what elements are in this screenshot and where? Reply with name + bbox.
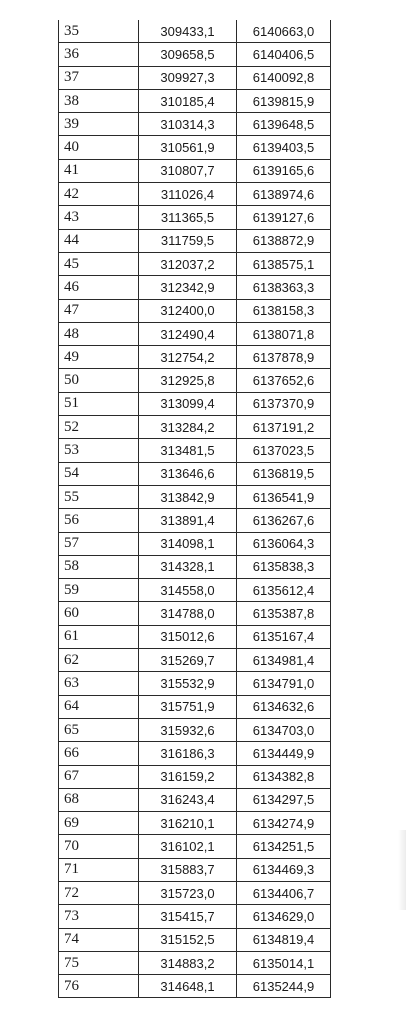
x-coordinate-cell: 312490,4 — [139, 322, 237, 345]
x-coordinate-cell: 309433,1 — [139, 20, 237, 43]
table-row — [59, 252, 331, 275]
x-coordinate-cell: 311026,4 — [139, 183, 237, 206]
y-coordinate-cell: 6138158,3 — [237, 299, 331, 322]
table-row — [59, 858, 331, 881]
y-coordinate-cell: 6136064,3 — [237, 532, 331, 555]
point-number-cell: 63 — [59, 672, 139, 695]
point-number-cell: 45 — [59, 252, 139, 275]
x-coordinate-cell: 312342,9 — [139, 276, 237, 299]
x-coordinate-cell: 315269,7 — [139, 649, 237, 672]
point-number-cell: 72 — [59, 881, 139, 904]
point-number-cell: 39 — [59, 113, 139, 136]
y-coordinate-cell: 6140406,5 — [237, 43, 331, 66]
point-number-cell: 51 — [59, 392, 139, 415]
table-row — [59, 509, 331, 532]
x-coordinate-cell: 316159,2 — [139, 765, 237, 788]
table-row — [59, 649, 331, 672]
point-number-cell: 44 — [59, 229, 139, 252]
x-coordinate-cell: 309927,3 — [139, 66, 237, 89]
x-coordinate-cell: 314098,1 — [139, 532, 237, 555]
table-row — [59, 439, 331, 462]
table-row — [59, 276, 331, 299]
point-number-cell: 46 — [59, 276, 139, 299]
table-row — [59, 788, 331, 811]
y-coordinate-cell: 6138071,8 — [237, 322, 331, 345]
y-coordinate-cell: 6140092,8 — [237, 66, 331, 89]
point-number-cell: 59 — [59, 579, 139, 602]
x-coordinate-cell: 313842,9 — [139, 485, 237, 508]
table-row — [59, 346, 331, 369]
x-coordinate-cell: 315883,7 — [139, 858, 237, 881]
y-coordinate-cell: 6134703,0 — [237, 718, 331, 741]
point-number-cell: 75 — [59, 951, 139, 974]
table-row — [59, 322, 331, 345]
x-coordinate-cell: 312925,8 — [139, 369, 237, 392]
point-number-cell: 64 — [59, 695, 139, 718]
point-number-cell: 42 — [59, 183, 139, 206]
point-number-cell: 36 — [59, 43, 139, 66]
x-coordinate-cell: 315012,6 — [139, 625, 237, 648]
x-coordinate-cell: 314648,1 — [139, 975, 237, 998]
page-edge-shadow — [398, 830, 406, 910]
table-row — [59, 183, 331, 206]
table-row — [59, 43, 331, 66]
table-row — [59, 555, 331, 578]
point-number-cell: 65 — [59, 718, 139, 741]
y-coordinate-cell: 6136267,6 — [237, 509, 331, 532]
table-row — [59, 742, 331, 765]
point-number-cell: 48 — [59, 322, 139, 345]
point-number-cell: 53 — [59, 439, 139, 462]
table-row — [59, 672, 331, 695]
y-coordinate-cell: 6135838,3 — [237, 555, 331, 578]
y-coordinate-cell: 6134449,9 — [237, 742, 331, 765]
point-number-cell: 43 — [59, 206, 139, 229]
coordinates-table — [58, 20, 331, 998]
table-row — [59, 392, 331, 415]
y-coordinate-cell: 6139403,5 — [237, 136, 331, 159]
x-coordinate-cell: 313891,4 — [139, 509, 237, 532]
x-coordinate-cell: 312037,2 — [139, 252, 237, 275]
x-coordinate-cell: 316210,1 — [139, 812, 237, 835]
table-row — [59, 835, 331, 858]
point-number-cell: 60 — [59, 602, 139, 625]
y-coordinate-cell: 6138575,1 — [237, 252, 331, 275]
y-coordinate-cell: 6137652,6 — [237, 369, 331, 392]
x-coordinate-cell: 313099,4 — [139, 392, 237, 415]
table-row — [59, 485, 331, 508]
x-coordinate-cell: 310561,9 — [139, 136, 237, 159]
y-coordinate-cell: 6140663,0 — [237, 20, 331, 43]
table-row — [59, 66, 331, 89]
table-row — [59, 881, 331, 904]
point-number-cell: 61 — [59, 625, 139, 648]
y-coordinate-cell: 6139127,6 — [237, 206, 331, 229]
table-row — [59, 579, 331, 602]
point-number-cell: 67 — [59, 765, 139, 788]
point-number-cell: 73 — [59, 905, 139, 928]
x-coordinate-cell: 315751,9 — [139, 695, 237, 718]
x-coordinate-cell: 316102,1 — [139, 835, 237, 858]
x-coordinate-cell: 316186,3 — [139, 742, 237, 765]
y-coordinate-cell: 6139165,6 — [237, 159, 331, 182]
y-coordinate-cell: 6137878,9 — [237, 346, 331, 369]
point-number-cell: 41 — [59, 159, 139, 182]
y-coordinate-cell: 6135612,4 — [237, 579, 331, 602]
table-row — [59, 905, 331, 928]
x-coordinate-cell: 313481,5 — [139, 439, 237, 462]
x-coordinate-cell: 309658,5 — [139, 43, 237, 66]
x-coordinate-cell: 314788,0 — [139, 602, 237, 625]
y-coordinate-cell: 6136819,5 — [237, 462, 331, 485]
table-row — [59, 812, 331, 835]
y-coordinate-cell: 6134297,5 — [237, 788, 331, 811]
y-coordinate-cell: 6134274,9 — [237, 812, 331, 835]
table-row — [59, 951, 331, 974]
y-coordinate-cell: 6134632,6 — [237, 695, 331, 718]
table-row — [59, 532, 331, 555]
y-coordinate-cell: 6138974,6 — [237, 183, 331, 206]
y-coordinate-cell: 6134469,3 — [237, 858, 331, 881]
x-coordinate-cell: 314558,0 — [139, 579, 237, 602]
point-number-cell: 37 — [59, 66, 139, 89]
table-row — [59, 136, 331, 159]
point-number-cell: 57 — [59, 532, 139, 555]
point-number-cell: 70 — [59, 835, 139, 858]
x-coordinate-cell: 315152,5 — [139, 928, 237, 951]
x-coordinate-cell: 312754,2 — [139, 346, 237, 369]
table-row — [59, 369, 331, 392]
point-number-cell: 47 — [59, 299, 139, 322]
table-row — [59, 20, 331, 43]
point-number-cell: 54 — [59, 462, 139, 485]
y-coordinate-cell: 6137370,9 — [237, 392, 331, 415]
table-row — [59, 89, 331, 112]
point-number-cell: 49 — [59, 346, 139, 369]
x-coordinate-cell: 313284,2 — [139, 416, 237, 439]
table-row — [59, 299, 331, 322]
coordinates-table-body — [59, 20, 331, 998]
y-coordinate-cell: 6135244,9 — [237, 975, 331, 998]
y-coordinate-cell: 6137023,5 — [237, 439, 331, 462]
y-coordinate-cell: 6137191,2 — [237, 416, 331, 439]
point-number-cell: 50 — [59, 369, 139, 392]
point-number-cell: 76 — [59, 975, 139, 998]
x-coordinate-cell: 315415,7 — [139, 905, 237, 928]
x-coordinate-cell: 312400,0 — [139, 299, 237, 322]
table-row — [59, 206, 331, 229]
x-coordinate-cell: 313646,6 — [139, 462, 237, 485]
table-row — [59, 229, 331, 252]
table-row — [59, 765, 331, 788]
x-coordinate-cell: 314328,1 — [139, 555, 237, 578]
x-coordinate-cell: 310185,4 — [139, 89, 237, 112]
y-coordinate-cell: 6138872,9 — [237, 229, 331, 252]
y-coordinate-cell: 6134819,4 — [237, 928, 331, 951]
x-coordinate-cell: 310314,3 — [139, 113, 237, 136]
point-number-cell: 56 — [59, 509, 139, 532]
point-number-cell: 66 — [59, 742, 139, 765]
point-number-cell: 35 — [59, 20, 139, 43]
point-number-cell: 55 — [59, 485, 139, 508]
y-coordinate-cell: 6135167,4 — [237, 625, 331, 648]
x-coordinate-cell: 311759,5 — [139, 229, 237, 252]
x-coordinate-cell: 311365,5 — [139, 206, 237, 229]
table-row — [59, 625, 331, 648]
y-coordinate-cell: 6134406,7 — [237, 881, 331, 904]
y-coordinate-cell: 6139815,9 — [237, 89, 331, 112]
table-row — [59, 975, 331, 998]
y-coordinate-cell: 6134629,0 — [237, 905, 331, 928]
x-coordinate-cell: 315723,0 — [139, 881, 237, 904]
point-number-cell: 71 — [59, 858, 139, 881]
x-coordinate-cell: 315532,9 — [139, 672, 237, 695]
table-row — [59, 416, 331, 439]
x-coordinate-cell: 315932,6 — [139, 718, 237, 741]
x-coordinate-cell: 314883,2 — [139, 951, 237, 974]
x-coordinate-cell: 310807,7 — [139, 159, 237, 182]
point-number-cell: 38 — [59, 89, 139, 112]
table-row — [59, 462, 331, 485]
y-coordinate-cell: 6135387,8 — [237, 602, 331, 625]
y-coordinate-cell: 6139648,5 — [237, 113, 331, 136]
point-number-cell: 74 — [59, 928, 139, 951]
point-number-cell: 58 — [59, 555, 139, 578]
point-number-cell: 52 — [59, 416, 139, 439]
point-number-cell: 62 — [59, 649, 139, 672]
y-coordinate-cell: 6134382,8 — [237, 765, 331, 788]
table-row — [59, 602, 331, 625]
table-row — [59, 928, 331, 951]
point-number-cell: 68 — [59, 788, 139, 811]
y-coordinate-cell: 6134251,5 — [237, 835, 331, 858]
table-row — [59, 695, 331, 718]
table-row — [59, 718, 331, 741]
point-number-cell: 69 — [59, 812, 139, 835]
x-coordinate-cell: 316243,4 — [139, 788, 237, 811]
y-coordinate-cell: 6136541,9 — [237, 485, 331, 508]
table-row — [59, 159, 331, 182]
point-number-cell: 40 — [59, 136, 139, 159]
table-row — [59, 113, 331, 136]
y-coordinate-cell: 6134981,4 — [237, 649, 331, 672]
y-coordinate-cell: 6135014,1 — [237, 951, 331, 974]
y-coordinate-cell: 6138363,3 — [237, 276, 331, 299]
y-coordinate-cell: 6134791,0 — [237, 672, 331, 695]
